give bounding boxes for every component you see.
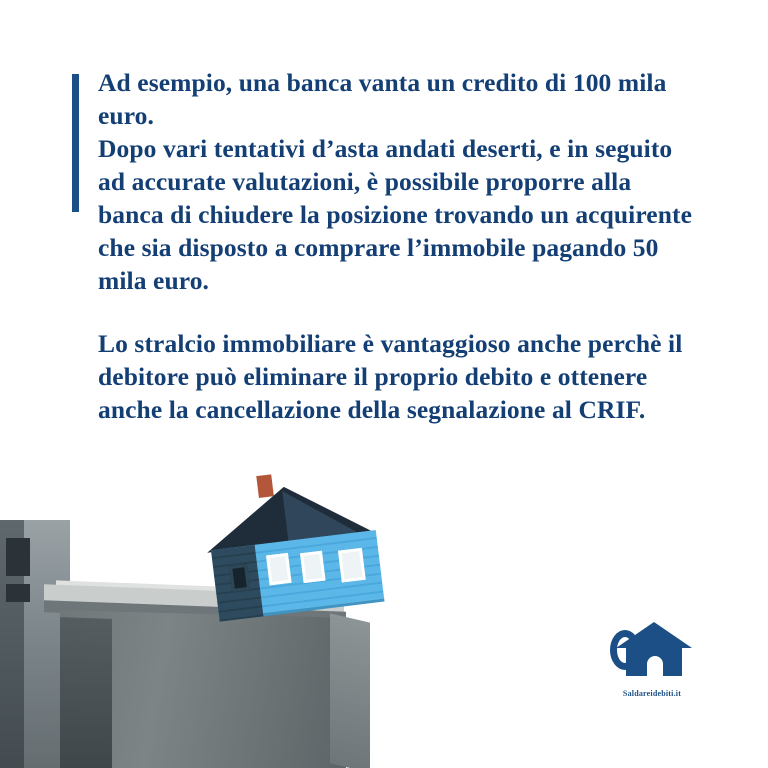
photo-house-window-side <box>229 564 250 592</box>
paragraph-2: Dopo vari tentativi d’asta andati deserti, e in seguito ad accurate valutazioni, è possibile proporre alla banca di chiudere la posizione trovando un acquirente che sia disposto a comprare l’immobile pagando 50 mila euro. <box>98 134 693 296</box>
photo-blue-house <box>183 474 408 634</box>
photo-concrete-left-face <box>60 617 112 768</box>
photo-house-on-building <box>0 468 480 768</box>
paragraph-3: Lo stralcio immobiliare è vantaggioso anche perchè il debitore può eliminare il proprio debito e ottenere anche la cancellazione della segnalazione al CRIF. <box>98 329 683 425</box>
photo-house-window-3 <box>338 548 366 583</box>
photo-house-window-2 <box>300 551 325 583</box>
quote-block <box>72 66 702 426</box>
quote-text-body <box>98 66 702 426</box>
photo-left-window-lower <box>6 584 30 602</box>
quote-accent-bar <box>72 74 79 212</box>
photo-concrete-right <box>330 613 370 768</box>
paragraph-1: Ad esempio, una banca vanta un credito di 100 mila euro. <box>98 68 667 131</box>
logo-door-shape <box>647 656 663 676</box>
brand-logo[interactable] <box>602 622 702 698</box>
logo-wordmark: Saldareidebiti.it <box>622 689 682 698</box>
photo-left-window-upper <box>6 538 30 576</box>
logo-circle-icon <box>610 630 640 670</box>
photo-house-window-1 <box>266 553 291 585</box>
